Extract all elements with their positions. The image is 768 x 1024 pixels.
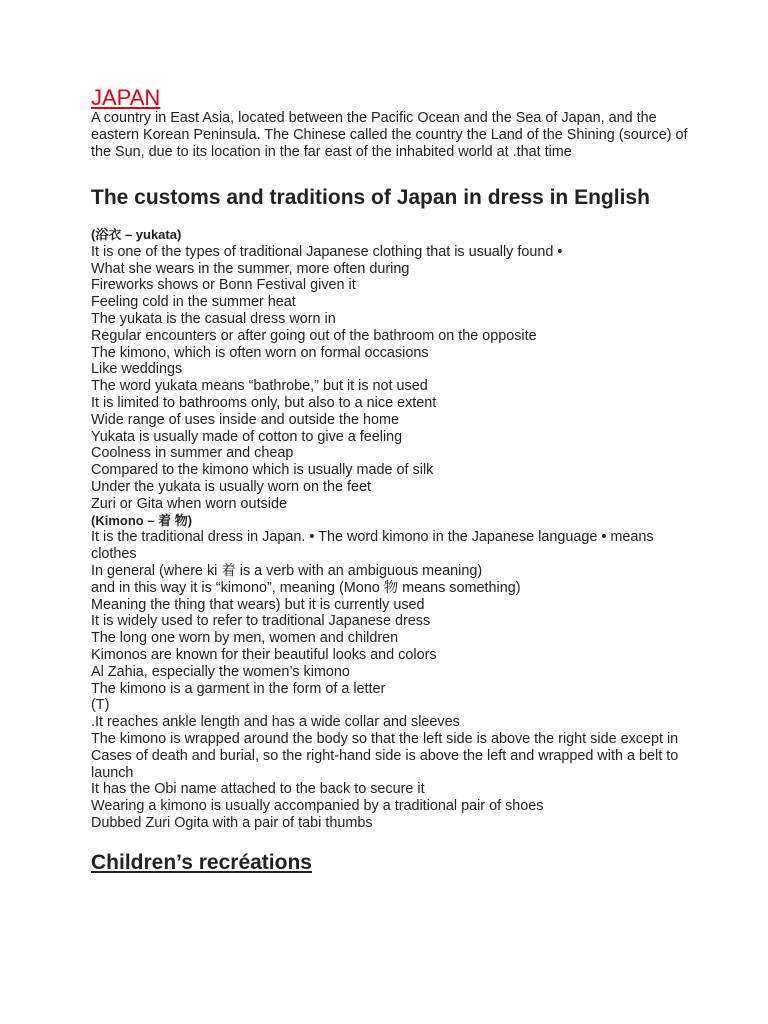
text-line: Regular encounters or after going out of the bathroom on the opposite xyxy=(91,327,537,344)
text-line: Wearing a kimono is usually accompanied by a traditional pair of shoes xyxy=(91,798,544,815)
kimono-list xyxy=(91,529,691,831)
text-line: It is one of the types of traditional Japanese clothing that is usually found • xyxy=(91,243,563,260)
text-line: The kimono is wrapped around the body so that the left side is above the right side except in xyxy=(91,730,679,747)
text-line: Compared to the kimono which is usually made of silk xyxy=(91,462,434,479)
text-line: Coolness in summer and cheap xyxy=(91,445,294,462)
text-line: (T) xyxy=(91,697,110,714)
dress-lines xyxy=(91,227,691,832)
text-line: What she wears in the summer, more often during xyxy=(91,260,410,277)
text-line: It is widely used to refer to traditional Japanese dress xyxy=(91,613,431,630)
text-line: The kimono, which is often worn on formal occasions xyxy=(91,344,429,361)
text-line: It is the traditional dress in Japan. • The word kimono in the Japanese language • means clothes xyxy=(91,529,654,563)
text-line: Fireworks shows or Bonn Festival given it xyxy=(91,277,356,294)
text-line: Meaning the thing that wears) but it is currently used xyxy=(91,596,425,613)
text-line: Feeling cold in the summer heat xyxy=(91,294,296,311)
text-line: Under the yukata is usually worn on the feet xyxy=(91,478,371,495)
text-line: Dubbed Zuri Ogita with a pair of tabi thumbs xyxy=(91,814,373,831)
yukata-heading: (浴衣 – yukata) xyxy=(91,227,182,242)
text-line: The word yukata means “bathrobe,” but it is not used xyxy=(91,378,428,395)
text-line: Zuri or Gita when worn outside xyxy=(91,495,287,512)
text-line: It has the Obi name attached to the back to secure it xyxy=(91,781,425,798)
japan-heading-link[interactable]: JAPAN xyxy=(91,85,161,110)
text-line: Al Zahia, especially the women’s kimono xyxy=(91,663,350,680)
intro-paragraph: A country in East Asia, located between the Pacific Ocean and the Sea of Japan, and the eastern Korean Peninsula. The Chinese called the country the Land of the Shining (source) of the Sun, due to its location in the far east of the inhabited world at .that time xyxy=(91,110,688,160)
text-line: and in this way it is “kimono”, meaning (Mono 物 means something) xyxy=(91,579,521,596)
text-line: Kimonos are known for their beautiful looks and colors xyxy=(91,646,437,663)
kimono-heading: (Kimono – 着 物) xyxy=(91,512,193,528)
text-line: Cases of death and burial, so the right-hand side is above the left and wrapped with a belt to launch xyxy=(91,747,679,781)
text-line: It is limited to bathrooms only, but also to a nice extent xyxy=(91,394,437,411)
text-line: The kimono is a garment in the form of a letter xyxy=(91,680,386,697)
text-line: .It reaches ankle length and has a wide collar and sleeves xyxy=(91,714,460,731)
text-line: The long one worn by men, women and children xyxy=(91,630,399,647)
text-line: Like weddings xyxy=(91,361,183,378)
children-heading-link[interactable]: Children’s recréations xyxy=(91,850,312,874)
text-line: Wide range of uses inside and outside the home xyxy=(91,411,399,428)
text-line: Yukata is usually made of cotton to give a feeling xyxy=(91,428,403,445)
yukata-list xyxy=(91,244,691,513)
text-line: In general (where ki 着 is a verb with an ambiguous meaning) xyxy=(91,562,483,579)
document-page xyxy=(91,86,691,876)
section-title: The customs and traditions of Japan in dress in English xyxy=(91,186,650,209)
text-line: The yukata is the casual dress worn in xyxy=(91,310,336,327)
